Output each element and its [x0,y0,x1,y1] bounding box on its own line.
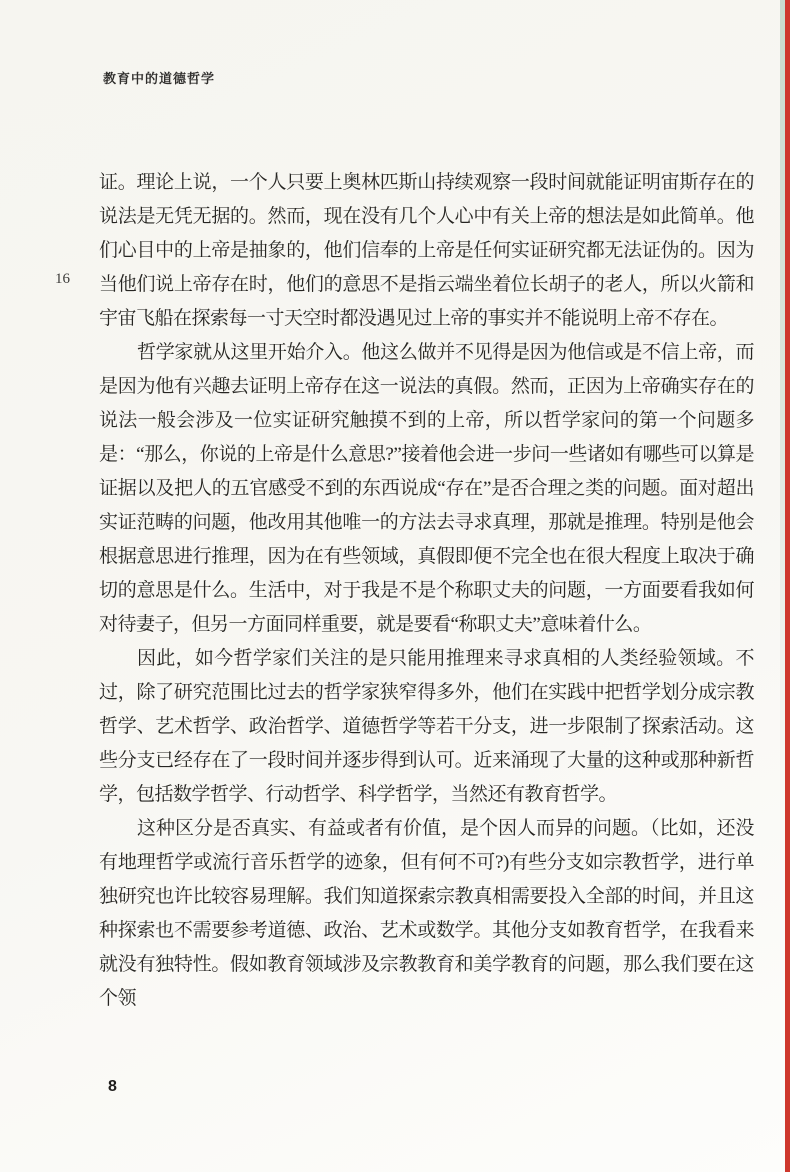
paragraph-2: 哲学家就从这里开始介入。他这么做并不见得是因为他信或是不信上帝，而是因为他有兴趣去证明上帝存在这一说法的真假。然而，正因为上帝确实存在的说法一般会涉及一位实证研究触摸不到的上帝，所以哲学家问的第一个问题多是：“那么，你说的上帝是什么意思?”接着他会进一步问一些诸如有哪些可以算是证据以及把人的五官感受不到的东西说成“存在”是否合理之类的问题。面对超出实证范畴的问题，他改用其他唯一的方法去寻求真理，那就是推理。特别是他会根据意思进行推理，因为在有些领域，真假即便不完全也在很大程度上取决于确切的意思是什么。生活中，对于我是不是个称职丈夫的问题，一方面要看我如何对待妻子，但另一方面同样重要，就是要看“称职丈夫”意味着什么。 [99,342,754,635]
body-text [99,166,754,1016]
paragraph-3: 因此，如今哲学家们关注的是只能用推理来寻求真相的人类经验领域。不过，除了研究范围比过去的哲学家狭窄得多外，他们在实践中把哲学划分成宗教哲学、艺术哲学、政治哲学、道德哲学等若干分支，进一步限制了探索活动。这些分支已经存在了一段时间并逐步得到认可。近来涌现了大量的这种或那种新哲学，包括数学哲学、行动哲学、科学哲学，当然还有教育哲学。 [99,648,754,805]
paragraph-4: 这种区分是否真实、有益或者有价值，是个因人而异的问题。（比如，还没有地理哲学或流行音乐哲学的迹象，但有何不可?)有些分支如宗教哲学，进行单独研究也许比较容易理解。我们知道探索宗教真相需要投入全部的时间，并且这种探索也不需要参考道德、政治、艺术或数学。其他分支如教育哲学，在我看来就没有独特性。假如教育领域涉及宗教教育和美学教育的问题，那么我们要在这个领 [99,818,754,1009]
page-number: 8 [108,1078,117,1095]
paragraph-1: 证。理论上说，一个人只要上奥林匹斯山持续观察一段时间就能证明宙斯存在的说法是无凭无据的。然而，现在没有几个人心中有关上帝的想法是如此简单。他们心目中的上帝是抽象的，他们信奉的上帝是任何实证研究都无法证伪的。因为当他们说上帝存在时，他们的意思不是指云端坐着位长胡子的老人，所以火箭和宇宙飞船在探索每一寸天空时都没遇见过上帝的事实并不能说明上帝不存在。 [99,172,754,329]
running-header: 教育中的道德哲学 [103,71,216,86]
red-edge-line [785,0,790,1172]
margin-page-indicator: 16 [55,271,70,287]
